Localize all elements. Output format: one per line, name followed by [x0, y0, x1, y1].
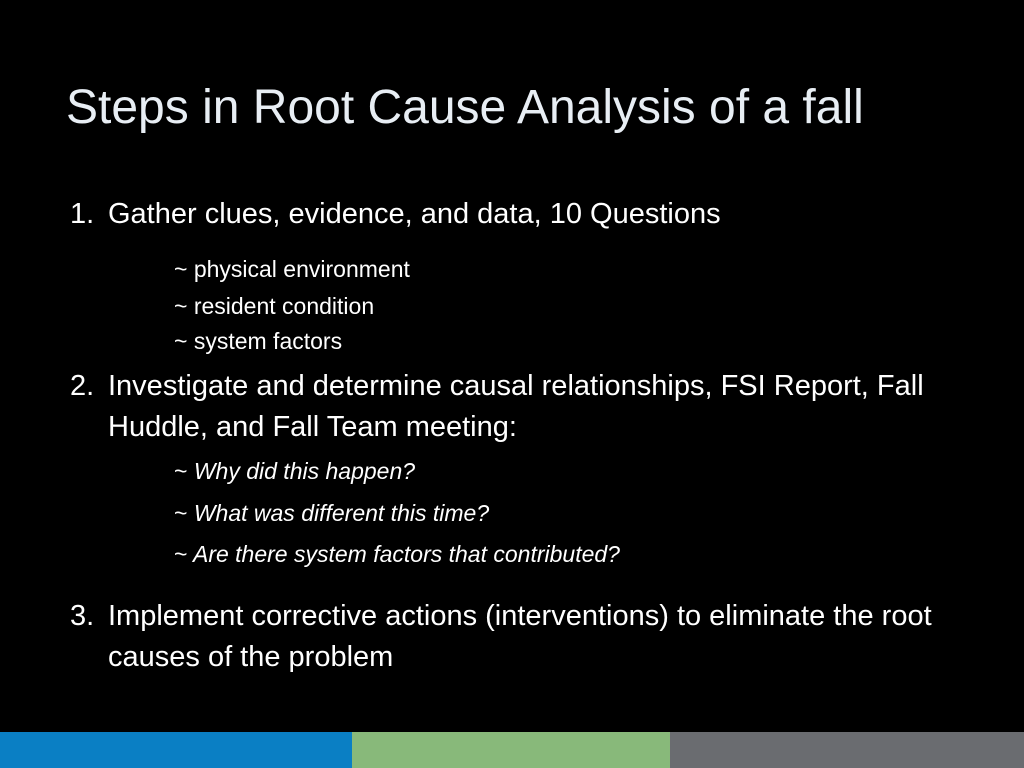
step-2-question [174, 498, 489, 528]
step-2-question [174, 456, 415, 486]
footer-bar-gray [670, 732, 1024, 768]
step-1 [70, 194, 970, 235]
footer-bar-blue [0, 732, 352, 768]
step-number: 1. [70, 198, 95, 230]
step-number: 2. [70, 370, 95, 402]
tilde-bullet: ~ [174, 458, 188, 484]
question-text: Are there system factors that contributed? [192, 541, 620, 567]
tilde-bullet: ~ [174, 500, 188, 526]
question-text: What was different this time? [193, 500, 490, 526]
question-text: Why did this happen? [193, 458, 416, 484]
step-number: 3. [70, 600, 95, 632]
step-3 [70, 596, 970, 678]
step-2-question [174, 539, 620, 569]
step-text: Investigate and determine causal relationships, FSI Report, Fall Huddle, and Fall Team meeting: [108, 370, 924, 443]
step-1-subitem: ~ resident condition [174, 293, 375, 319]
slide-title: Steps in Root Cause Analysis of a fall [66, 81, 864, 134]
step-text: Implement corrective actions (interventions) to eliminate the root causes of the problem [108, 600, 932, 673]
step-1-subitem: ~ physical environment [174, 256, 410, 282]
step-2 [70, 366, 970, 448]
footer-bar-green [352, 732, 670, 768]
step-text: Gather clues, evidence, and data, 10 Questions [108, 198, 721, 230]
tilde-bullet: ~ [174, 541, 188, 567]
step-1-subitem: ~ system factors [174, 328, 343, 354]
